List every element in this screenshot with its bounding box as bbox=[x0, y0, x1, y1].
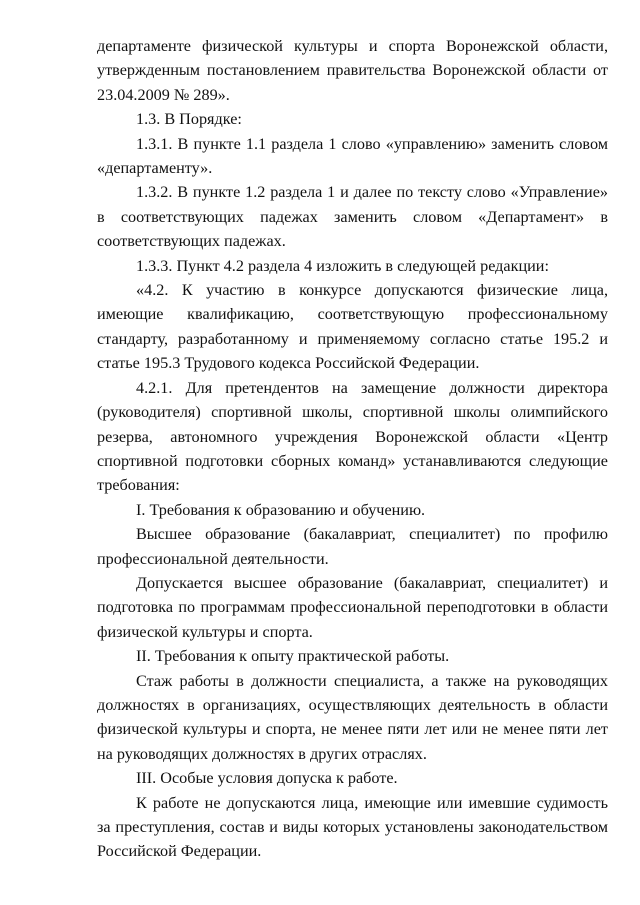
paragraph-4-2: «4.2. К участию в конкурсе допускаются физические лица, имеющие квалификацию, соответствующую профессиональному стандарту, разработанному и применяемому согласно статье 195.2 и статье 195.3 Трудового кодекса Российской Федерации. bbox=[97, 281, 608, 373]
paragraph-1-3-2: 1.3.2. В пункте 1.2 раздела 1 и далее по тексту слово «Управление» в соответствующих падежах заменить словом «Департамент» в соответствующих падежах. bbox=[97, 183, 608, 251]
paragraph-1-3-3: 1.3.3. Пункт 4.2 раздела 4 изложить в следующей редакции: bbox=[136, 256, 549, 275]
heading-experience-requirements: II. Требования к опыту практической работы. bbox=[136, 647, 450, 666]
paragraph-higher-education: Высшее образование (бакалавриат, специалитет) по профилю профессиональной деятельности. bbox=[97, 525, 608, 568]
paragraph-1-3-1: 1.3.1. В пункте 1.1 раздела 1 слово «управлению» заменить словом «департаменту». bbox=[97, 134, 608, 178]
paragraph-4-2-1: 4.2.1. Для претендентов на замещение должности директора (руководителя) спортивной школы, спортивной школы олимпийского резерва, автономного учреждения Воронежской области «Центр спортивной подготовки сборных команд» устанавливаются следующие требования: bbox=[97, 378, 608, 495]
heading-education-requirements: I. Требования к образованию и обучению. bbox=[136, 500, 426, 519]
paragraph-alternative-education: Допускается высшее образование (бакалавриат, специалитет) и подготовка по программам профессиональной переподготовки в области физической культуры и спорта. bbox=[97, 573, 608, 641]
heading-special-conditions: III. Особые условия допуска к работе. bbox=[136, 769, 398, 788]
paragraph-department-regulation-ref: департаменте физической культуры и спорта Воронежской области, утвержденным постановлением правительства Воронежской области от 23.04.2009 № 289». bbox=[97, 37, 608, 104]
paragraph-work-experience: Стаж работы в должности специалиста, а также на руководящих должностях в организациях, осуществляющих деятельность в области физической культуры и спорта, не менее пяти лет или не менее пяти лет на руководящих должностях в других отраслях. bbox=[97, 671, 608, 763]
paragraph-1-3: 1.3. В Порядке: bbox=[136, 110, 242, 129]
paragraph-criminal-record-restriction: К работе не допускаются лица, имеющие или имевшие судимость за преступления, состав и виды которых установлены законодательством Российской Федерации. bbox=[97, 793, 608, 861]
